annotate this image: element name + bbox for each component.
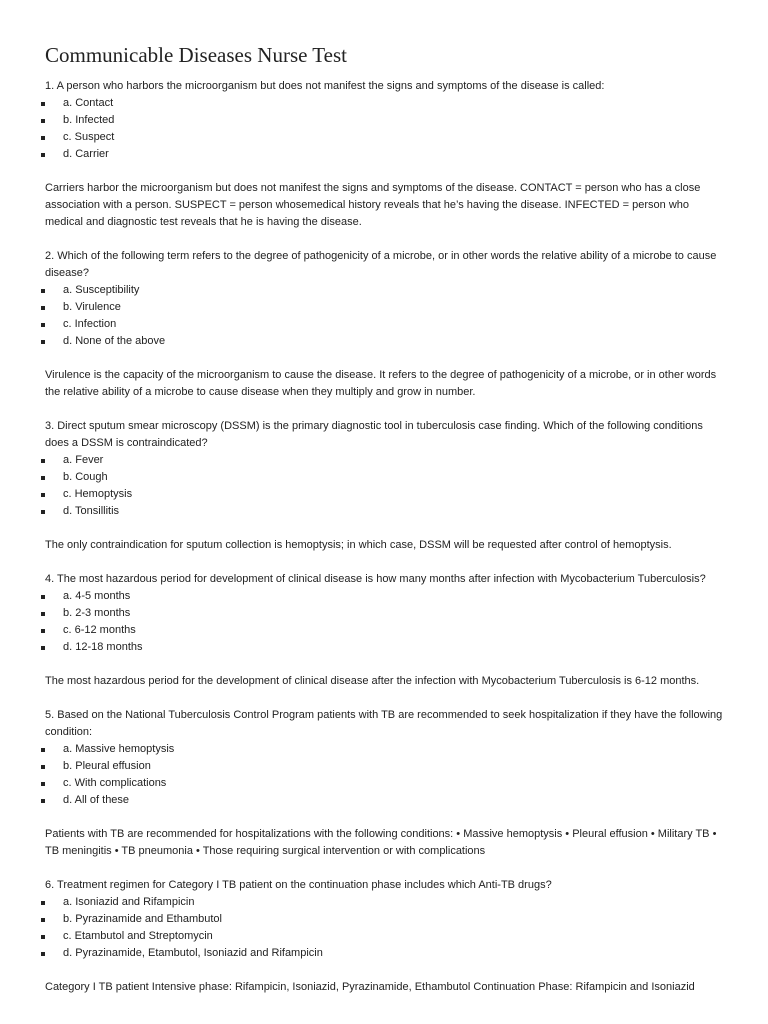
question-text: 2. Which of the following term refers to the degree of pathogenicity of a microbe, or in other words the relative ability of a microbe to cause disease? (45, 250, 717, 279)
question-text: 5. Based on the National Tuberculosis Control Program patients with TB are recommended to seek hospitalization if they have the following condition: (45, 709, 723, 738)
option-label: b. Virulence (63, 301, 121, 313)
option-item (45, 928, 725, 945)
question-block-6 (45, 877, 725, 996)
bullet-icon (41, 102, 45, 106)
bullet-icon (41, 595, 45, 599)
option-label: b. Pleural effusion (63, 760, 151, 772)
option-item (45, 129, 725, 146)
option-label: d. Carrier (63, 148, 109, 160)
answer-explanation: Category I TB patient Intensive phase: Rifampicin, Isoniazid, Pyrazinamide, Ethambutol Continuation Phase: Rifampicin and Isoniazid (45, 981, 695, 993)
question-block-4 (45, 571, 725, 690)
options-list (45, 894, 725, 962)
option-item (45, 503, 725, 520)
option-item (45, 775, 725, 792)
options-list (45, 741, 725, 809)
option-label: c. Hemoptysis (63, 488, 133, 500)
option-label: a. Contact (63, 97, 114, 109)
options-list (45, 588, 725, 656)
bullet-icon (41, 119, 45, 123)
option-item (45, 95, 725, 112)
option-label: a. Susceptibility (63, 284, 140, 296)
option-label: c. With complications (63, 777, 167, 789)
bullet-icon (41, 748, 45, 752)
option-item (45, 622, 725, 639)
question-text: 1. A person who harbors the microorganism but does not manifest the signs and symptoms of the disease is called: (45, 80, 605, 92)
option-item (45, 741, 725, 758)
option-item (45, 792, 725, 809)
option-label: c. 6-12 months (63, 624, 136, 636)
bullet-icon (41, 340, 45, 344)
option-item (45, 146, 725, 163)
question-text: 6. Treatment regimen for Category I TB patient on the continuation phase includes which Anti-TB drugs? (45, 879, 552, 891)
option-item (45, 486, 725, 503)
bullet-icon (41, 136, 45, 140)
bullet-icon (41, 952, 45, 956)
option-label: c. Etambutol and Streptomycin (63, 930, 213, 942)
answer-explanation: Patients with TB are recommended for hospitalizations with the following conditions: • Massive hemoptysis • Pleural effusion • Military TB • TB meningitis • TB pneumonia • Those requiring surgical intervention or with complications (45, 828, 717, 857)
option-item (45, 588, 725, 605)
bullet-icon (41, 289, 45, 293)
bullet-icon (41, 629, 45, 633)
option-label: a. 4-5 months (63, 590, 131, 602)
options-list (45, 282, 725, 350)
option-label: d. All of these (63, 794, 130, 806)
bullet-icon (41, 765, 45, 769)
bullet-icon (41, 153, 45, 157)
option-label: b. Cough (63, 471, 108, 483)
bullet-icon (41, 782, 45, 786)
options-list (45, 452, 725, 520)
question-block-5 (45, 707, 725, 860)
bullet-icon (41, 612, 45, 616)
option-item (45, 639, 725, 656)
document-page (45, 42, 725, 1013)
answer-explanation: Carriers harbor the microorganism but does not manifest the signs and symptoms of the disease. CONTACT = person who has a close association with a person. SUSPECT = person whosemedical history reveals that he’s having the disease. INFECTED = person who medical and diagnostic test reveals that he is having the disease. (45, 182, 701, 228)
bullet-icon (41, 459, 45, 463)
answer-explanation: The most hazardous period for the development of clinical disease after the infection with Mycobacterium Tuberculosis is 6-12 months. (45, 675, 700, 687)
option-item (45, 282, 725, 299)
options-list (45, 95, 725, 163)
option-item (45, 333, 725, 350)
answer-explanation: The only contraindication for sputum collection is hemoptysis; in which case, DSSM will be requested after control of hemoptysis. (45, 539, 672, 551)
bullet-icon (41, 799, 45, 803)
question-text: 3. Direct sputum smear microscopy (DSSM) is the primary diagnostic tool in tuberculosis case finding. Which of the following conditions does a DSSM is contraindicated? (45, 420, 703, 449)
option-item (45, 452, 725, 469)
bullet-icon (41, 935, 45, 939)
option-label: a. Massive hemoptysis (63, 743, 175, 755)
option-item (45, 605, 725, 622)
option-label: d. 12-18 months (63, 641, 143, 653)
option-label: d. None of the above (63, 335, 166, 347)
bullet-icon (41, 918, 45, 922)
option-label: c. Suspect (63, 131, 115, 143)
bullet-icon (41, 323, 45, 327)
option-label: d. Tonsillitis (63, 505, 120, 517)
option-label: b. Pyrazinamide and Ethambutol (63, 913, 222, 925)
option-label: a. Isoniazid and Rifampicin (63, 896, 195, 908)
bullet-icon (41, 306, 45, 310)
bullet-icon (41, 646, 45, 650)
option-item (45, 469, 725, 486)
bullet-icon (41, 901, 45, 905)
option-item (45, 911, 725, 928)
bullet-icon (41, 476, 45, 480)
option-item (45, 316, 725, 333)
option-label: a. Fever (63, 454, 104, 466)
option-item (45, 894, 725, 911)
option-item (45, 112, 725, 129)
option-item (45, 299, 725, 316)
option-label: d. Pyrazinamide, Etambutol, Isoniazid and Rifampicin (63, 947, 323, 959)
page-title: Communicable Diseases Nurse Test (45, 43, 347, 67)
question-text: 4. The most hazardous period for development of clinical disease is how many months after infection with Mycobacterium Tuberculosis? (45, 573, 706, 585)
option-label: c. Infection (63, 318, 117, 330)
option-item (45, 945, 725, 962)
bullet-icon (41, 510, 45, 514)
option-label: b. Infected (63, 114, 115, 126)
option-label: b. 2-3 months (63, 607, 131, 619)
question-block-3 (45, 418, 725, 554)
question-block-1 (45, 78, 725, 231)
bullet-icon (41, 493, 45, 497)
answer-explanation: Virulence is the capacity of the microorganism to cause the disease. It refers to the degree of pathogenicity of a microbe, or in other words the relative ability of a microbe to cause disease when they multiply and grow in number. (45, 369, 717, 398)
option-item (45, 758, 725, 775)
question-block-2 (45, 248, 725, 401)
